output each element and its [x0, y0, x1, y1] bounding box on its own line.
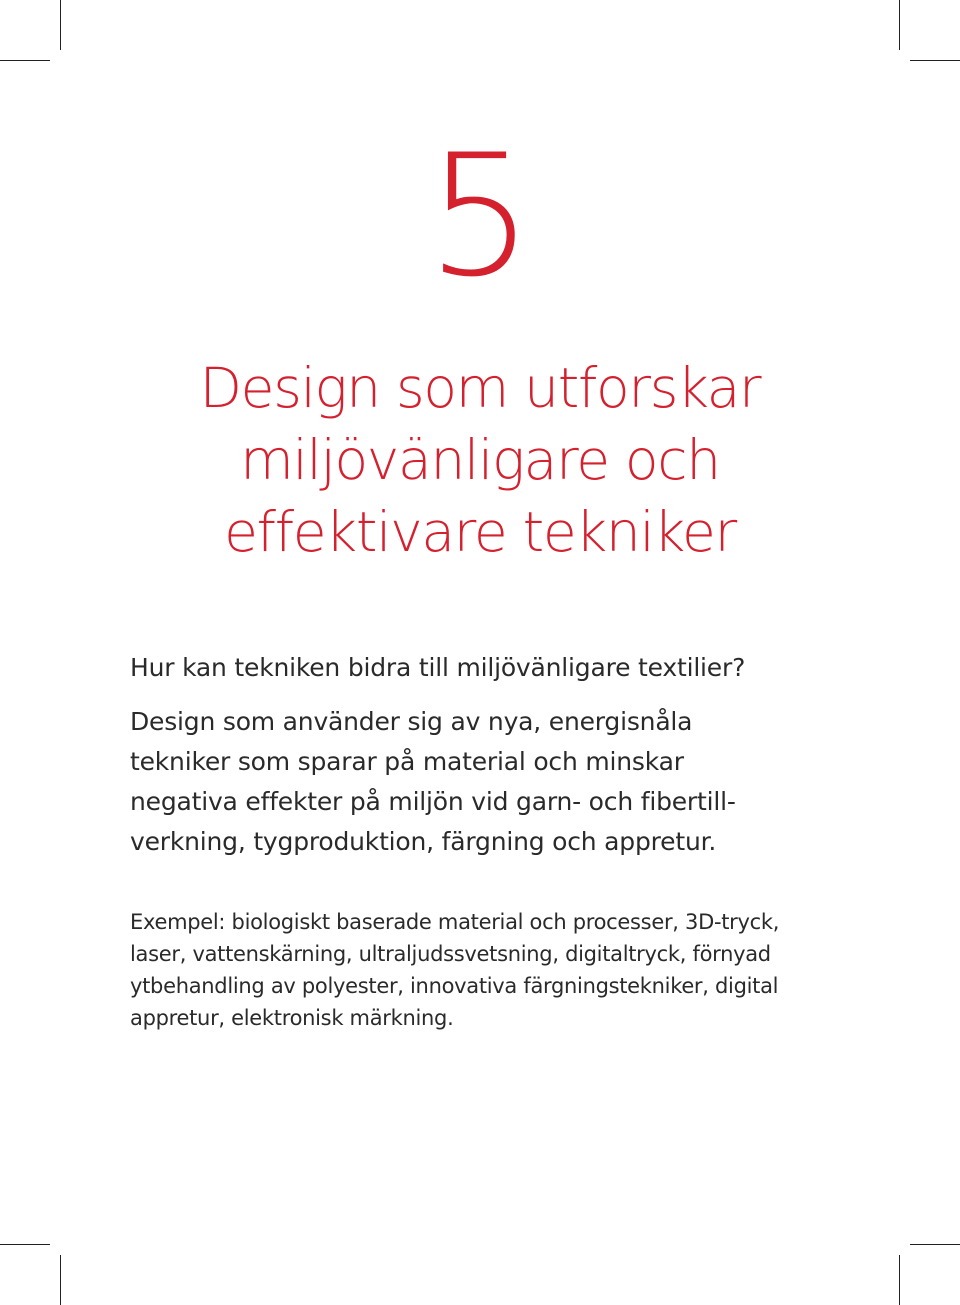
lead-line: tekniker som sparar på material och minskar	[130, 747, 684, 776]
crop-mark-top-right-vertical	[899, 0, 900, 50]
examples-line: appretur, elektronisk märkning.	[130, 1006, 454, 1030]
chapter-title-line: effektivare tekniker	[224, 500, 736, 564]
examples-line: Exempel: biologiskt baserade material och processer, 3D-tryck,	[130, 910, 780, 934]
crop-mark-top-left-vertical	[60, 0, 61, 50]
lead-paragraph	[130, 702, 890, 862]
chapter-number: 5	[426, 118, 534, 314]
lead-line: verkning, tygproduktion, färgning och appretur.	[130, 827, 717, 856]
chapter-title-line: Design som utforskar	[199, 356, 761, 420]
examples-paragraph	[130, 906, 890, 1034]
examples-line: ytbehandling av polyester, innovativa färgningstekniker, digital	[130, 974, 779, 998]
chapter-title	[130, 352, 830, 568]
crop-mark-bottom-left-horizontal	[0, 1244, 50, 1245]
chapter-title-line: miljövänligare och	[240, 428, 720, 492]
question-heading: Hur kan tekniken bidra till miljövänligare textilier?	[130, 653, 746, 682]
crop-mark-top-right-horizontal	[910, 60, 960, 61]
lead-line: negativa effekter på miljön vid garn- och fibertill-	[130, 787, 736, 816]
crop-mark-top-left-horizontal	[0, 60, 50, 61]
examples-line: laser, vattenskärning, ultraljudssvetsning, digitaltryck, förnyad	[130, 942, 771, 966]
crop-mark-bottom-right-horizontal	[910, 1244, 960, 1245]
lead-line: Design som använder sig av nya, energisnåla	[130, 707, 693, 736]
crop-mark-bottom-right-vertical	[899, 1255, 900, 1305]
crop-mark-bottom-left-vertical	[60, 1255, 61, 1305]
